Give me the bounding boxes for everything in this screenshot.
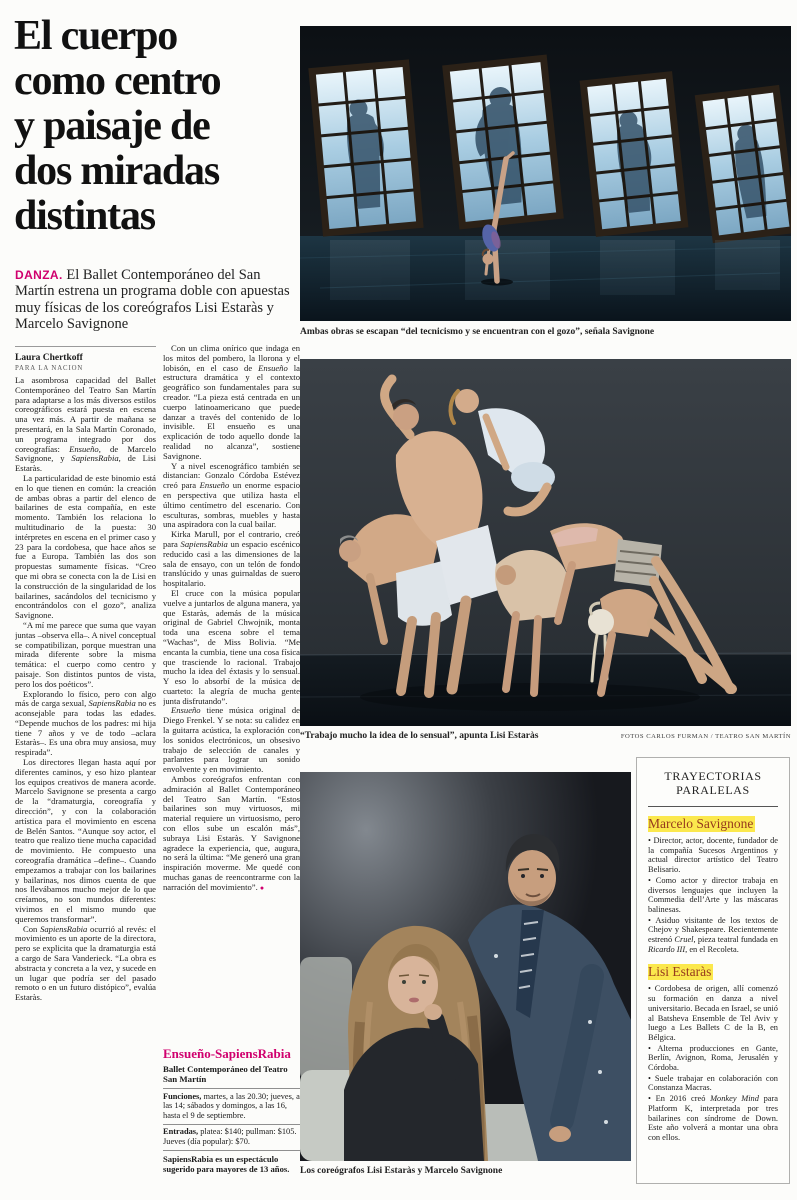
sidebar-title: TRAYECTORIAS PARALELAS: [664, 769, 762, 797]
paragraph: La particularidad de este binomio está en lo que tienen en común: la creación de ambas obras a partir del elenco de bailarines de esta compañía, en este momento. También los relaciona lo multitudinario de la puesta: 30 intérpretes en escena en el primer caso y 23 para la cordobesa, que hace años se fue a Europa. También las dos son propuestas sumamente físicas. “Creo que mi obra se conecta con la de Lisi en la construcción de la singularidad de los bailarines, sacándolos del tecnicismo y encontrándolos con el gozo”, analiza Savignone.: [15, 472, 156, 621]
stage-photo: [300, 26, 791, 321]
paragraph: Ambos coreógrafos enfrentan con admiración al Ballet Contemporáneo del Teatro San Martín. “Estos bailarines son muy virtuosos, mi material requiere un virtuosismo, pero con ellos sube un escalón más”, subraya Lisi Estaràs. Y Savignone agradece la experiencia, que, augura, no será la última: “Me generó una gran inspiración moverme. Me quedé con muchas ganas de reencontrarme con la narración del movimiento”. ●: [163, 774, 300, 892]
woman-figure: [344, 926, 488, 1161]
portrait-photo-illustration: [300, 772, 631, 1161]
paragraph: La asombrosa capacidad del Ballet Contemporáneo del Teatro San Martín para adaptarse a los más diversos estilos coreográficos estará puesta en escena una vez más. A partir de mañana se presentará, en la Sala Martín Coronado, un programa integrado por dos coreografías: Ensueño, de Marcelo Savignone, y SapiensRabia, de Lisi Estaràs.: [15, 376, 156, 474]
paragraph: Y a nivel escenográfico también se distancian: Gonzalo Córdoba Estévez creó para Ensueño un enorme espacio en perspectiva que utiliza hasta el último centímetro del escenario. Con esculturas, sombras, muebles y hasta una aspiradora con la cual bailar.: [163, 460, 300, 530]
paragraph: Con un clima onírico que indaga en los mitos del pombero, la llorona y el lobisón, en el caso de Ensueño la estructura dramática y el contexto geográfico son fundamentales para su creador. “La pieza está centrada en un cuerpo latinoamericano que puede danzar a través del contenido de lo invisible. El ensueño es una explicación de todo aquello donde la realidad no alcanza”, sostiene Savignone.: [163, 344, 300, 461]
infobox-row-entradas: Entradas, platea: $140; pullman: $105. Jueves (día popular): $70.: [163, 1124, 300, 1150]
bios-sidebar: [636, 757, 790, 1184]
paragraph: Con SapiensRabia ocurrió al revés: el movimiento es un aporte de la directora, pero se explicita que la dramaturgia está a cargo de Sara Vanderieck. “La obra es abstracta y concreta a la vez, y sucede en un lugar que podría ser del pasado remoto o en un futuro distópico”, evalúa Estaràs.: [15, 923, 156, 1003]
section-kicker: DANZA.: [15, 267, 63, 282]
show-infobox: [163, 1046, 300, 1174]
article-column-2: [163, 344, 300, 1044]
infobox-age-note: SapiensRabia es un espectáculo sugerido para mayores de 13 años.: [163, 1150, 300, 1174]
paragraph: “A mí me parece que suma que vayan juntas –observa ella–. A nivel conceptual se compatibilizan, porque muestran una mirada diferente sobre la misma temática: el cuerpo como centro y paisaje. Son distintos puntos de vista, pero los dos poéticos”.: [15, 619, 156, 689]
profile-name-estaras: Lisi Estaràs: [648, 964, 712, 980]
group-photo-caption: “Trabajo mucho la idea de lo sensual”, apunta Lisi Estaràs: [300, 731, 539, 741]
divider: [648, 806, 778, 807]
group-photo-caption-row: [300, 731, 791, 742]
bio-bullet: • Como actor y director trabaja en diversos lenguajes que incluyen la Commedia dell’Arte y las máscaras balinesas.: [648, 876, 778, 915]
infobox-subtitle: Ballet Contemporáneo del Teatro San Martín: [163, 1064, 288, 1084]
standfirst: [15, 267, 297, 333]
group-photo-illustration: [300, 359, 791, 726]
profile-bio-estaras: [648, 984, 778, 1142]
standfirst-text: El Ballet Contemporáneo del San Martín estrena un programa doble con apuestas muy físicas de los coreógrafos Lisi Estaràs y Marcelo Savignone: [15, 266, 290, 332]
page-title: El cuerpo como centro y paisaje de dos miradas distintas: [14, 13, 221, 239]
paragraph: Explorando lo físico, pero con algo más de carga sexual, SapiensRabia no es aconsejable para todas las edades. “Depende muchos de los padres: mi hija tiene 7 años y ve de todo –aclara Estaràs–. Es una obra muy ansiosa, muy respirada”.: [15, 688, 156, 758]
bio-bullet: • En 2016 creó Monkey Mind para Platform K, interpretada por tres bailarines con síndrome de Down. Este año volverá a montar una obra con ellos.: [648, 1094, 778, 1143]
window-1: [309, 60, 423, 236]
article-column-1: [15, 376, 156, 1104]
stage-photo-illustration: [300, 26, 791, 321]
byline-author: Laura Chertkoff: [15, 353, 83, 363]
infobox-row-funciones: Funciones, martes, a las 20.30; jueves, a las 14; sábados y domingos, a las 16, hasta el 9 de septiembre.: [163, 1088, 300, 1124]
byline: [15, 346, 156, 372]
paragraph: Kirka Marull, por el contrario, creó para SapiensRabia un espacio escénico reducido casi a las dimensiones de la sala de ensayo, con un telón de fondo translúcido y unas guirnaldas de suero hospitalario.: [163, 529, 300, 589]
stage-photo-caption: Ambas obras se escapan “del tecnicismo y se encuentran con el gozo”, señala Savignone: [300, 327, 655, 337]
profile-bio-savignone: [648, 836, 778, 954]
photo-credit: FOTOS CARLOS FURMAN / TEATRO SAN MARTÍN: [620, 733, 791, 740]
bio-bullet: • Cordobesa de origen, allí comenzó su formación en danza a nivel universitario. Becada en Israel, se unió al Batsheva Ensemble de Tel Aviv y luego a Les Ballets C de la B, en Bélgica.: [648, 984, 778, 1042]
bio-bullet: • Director, actor, docente, fundador de la compañía Sucesos Argentinos y actual director artístico del Teatro Belisario.: [648, 836, 778, 875]
bio-bullet: • Alterna producciones en Gante, Berlín, Avignon, Roma, Jerusalén y Córdoba.: [648, 1044, 778, 1073]
bio-bullet: • Suele trabajar en colaboración con Constanza Macras.: [648, 1074, 778, 1093]
profile-name-savignone: Marcelo Savignone: [648, 816, 754, 831]
paragraph: El cruce con la música popular vuelve a juntarlos de alguna manera, ya que Estaràs, además de la música original de Gabriel Chwojnik, monta toda una escena sobre el tema “Wachas”, de Miss Bolivia. “Me encanta la cumbia, tiene una cosa física que trasciende lo racional. Trabajo mucho la idea del éxtasis y lo sensual. Y eso lo absorbí de la música de cuarteto: la alegría de mucha gente junta disfrutando”.: [163, 587, 300, 706]
portrait-photo: [300, 772, 631, 1161]
infobox-title: Ensueño-SapiensRabia: [163, 1046, 291, 1061]
theater-seat: [300, 957, 352, 1082]
group-photo: [300, 359, 791, 726]
bio-bullet: • Asiduo visitante de los textos de Chejov y Shakespeare. Recientemente estrenó Cruel, pieza teatral fundada en Ricardo III, en el Recoleta.: [648, 916, 778, 955]
paragraph: Ensueño tiene música original de Diego Frenkel. Y se nota: su calidez en la guitarra acústica, la exploración con los sonidos electrónicos, un obsesivo trabajo de selección de canales y parlantes para lograr un sonido envolvente y en movimiento.: [163, 705, 300, 775]
byline-affiliation: PARA LA NACION: [15, 365, 84, 372]
article-end-mark: ●: [259, 883, 265, 892]
window-3: [580, 72, 688, 237]
paragraph: Los directores llegan hasta aquí por diferentes caminos, y eso hizo plantear los equipos creativos de manera acorde. Marcelo Savignone se presenta a cargo de la “dramaturgia, coreografía y dirección”, y con la colaboración artística para el movimiento en escena de Belén Santos. “Aunque soy actor, el teatro que realizo tiene mucha capacidad de movimiento. He compuesto una coreografía dramática –define–. Cuando empezamos a trabajar con los bailarines y bailarinas, nos dimos cuenta de que nos llevábamos mucho mejor de lo que creíamos, no son mundos diferentes: vivimos en el mismo mundo que queremos transformar”.: [15, 757, 156, 924]
window-2: [443, 55, 564, 229]
portrait-photo-caption: Los coreógrafos Lisi Estaràs y Marcelo Savignone: [300, 1166, 503, 1176]
